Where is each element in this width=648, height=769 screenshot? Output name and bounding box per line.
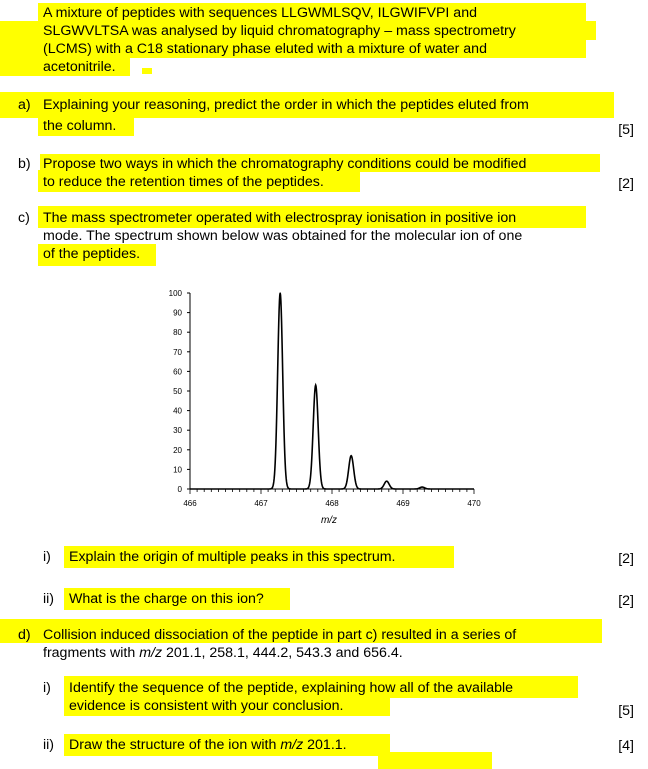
intro-line-3: (LCMS) with a C18 stationary phase eluted with a mixture of water and: [43, 41, 487, 57]
question-d-i-line-1: Identify the sequence of the peptide, explaining how all of the available: [69, 680, 514, 696]
question-c-ii-text: What is the charge on this ion?: [69, 591, 264, 607]
question-b-label: b): [18, 156, 31, 172]
question-a-label: a): [18, 97, 31, 113]
question-c-label: c): [18, 210, 30, 226]
intro-line-4: acetonitrile.: [43, 59, 116, 75]
question-c-i-label: i): [43, 549, 51, 565]
question-d-i-label: i): [43, 680, 51, 696]
intro-line-1: A mixture of peptides with sequences LLGWMLSQV, ILGWIFVPI and: [43, 5, 477, 21]
question-d-mz: m/z: [139, 645, 163, 661]
y-tick-label: 30: [173, 426, 182, 436]
y-tick-label: 70: [173, 347, 182, 357]
spectrum-peak: [280, 292, 281, 293]
chart-peaks: [280, 292, 423, 487]
question-d-ii-pre: Draw the structure of the ion with: [69, 737, 281, 753]
x-axis-label: m/z: [320, 515, 338, 526]
question-d-ii-text: [69, 737, 347, 753]
question-d-ii-post: 201.1.: [303, 737, 347, 753]
question-b-line-2: to reduce the retention times of the peptides.: [43, 174, 324, 190]
y-tick-label: 60: [173, 367, 182, 377]
question-c-line-2: mode. The spectrum shown below was obtained for the molecular ion of one: [43, 228, 523, 244]
x-tick-label: 470: [467, 499, 481, 508]
y-tick-label: 10: [173, 465, 182, 475]
question-a-marks: [5]: [618, 122, 634, 138]
intro-line-2: SLGWVLTSA was analysed by liquid chromatography – mass spectrometry: [43, 23, 516, 39]
spectrum-peak: [351, 455, 352, 456]
question-d-label: d): [18, 627, 31, 643]
chart-axes: [190, 293, 474, 489]
y-tick-label: 50: [173, 387, 182, 396]
question-d-line-2: [43, 645, 403, 661]
question-d-i-marks: [5]: [618, 703, 634, 719]
question-d-ii-mz: m/z: [280, 737, 304, 753]
question-c-ii-label: ii): [43, 591, 55, 607]
spectrum-peak: [315, 385, 316, 386]
question-c-ii-marks: [2]: [618, 593, 634, 609]
question-d-line-2-pre: fragments with: [43, 645, 140, 661]
question-a-line-1: Explaining your reasoning, predict the order in which the peptides eluted from: [43, 97, 529, 113]
y-tick-label: 0: [177, 485, 182, 494]
y-tick-label: 90: [173, 308, 182, 318]
highlight-bottom: [378, 752, 492, 769]
highlight-intro-5: [142, 68, 152, 74]
question-d-line-2-post: 201.1, 258.1, 444.2, 543.3 and 656.4.: [162, 645, 403, 661]
question-a-line-2: the column.: [43, 118, 117, 134]
chart-y-ticks: [169, 289, 190, 494]
spectrum-peak: [422, 486, 423, 487]
y-tick-label: 80: [173, 328, 182, 338]
question-b-marks: [2]: [618, 176, 634, 192]
x-tick-label: 467: [254, 499, 268, 508]
y-tick-label: 100: [168, 289, 182, 298]
question-d-line-1: Collision induced dissociation of the peptide in part c) resulted in a series of: [43, 627, 517, 643]
spectrum-peak: [386, 481, 387, 482]
question-d-ii-marks: [4]: [618, 738, 634, 754]
chart-x-ticks: [183, 489, 481, 508]
spectrum-trace: [190, 293, 474, 489]
x-tick-label: 468: [325, 499, 339, 508]
question-c-i-marks: [2]: [618, 551, 634, 567]
question-d-ii-label: ii): [43, 737, 55, 753]
question-c-line-3: of the peptides.: [43, 246, 141, 262]
question-d-i-line-2: evidence is consistent with your conclusion.: [69, 698, 344, 714]
question-c-line-1: The mass spectrometer operated with electrospray ionisation in positive ion: [43, 210, 517, 226]
question-b-line-1: Propose two ways in which the chromatography conditions could be modified: [43, 156, 527, 172]
y-tick-label: 20: [173, 445, 182, 455]
question-c-i-text: Explain the origin of multiple peaks in this spectrum.: [69, 549, 396, 565]
y-tick-label: 40: [173, 406, 182, 416]
x-tick-label: 466: [183, 499, 197, 508]
x-tick-label: 469: [396, 499, 410, 508]
